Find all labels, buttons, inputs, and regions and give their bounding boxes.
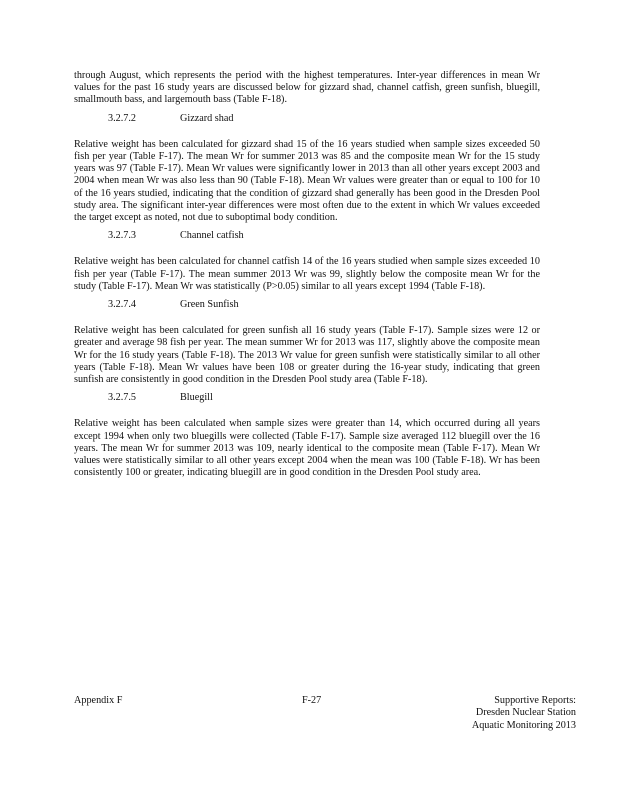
section-title: Channel catfish (180, 230, 244, 242)
footer-report-line1: Supportive Reports: (494, 695, 576, 706)
footer-report-info (472, 695, 576, 732)
footer-report-line2: Dresden Nuclear Station (475, 707, 576, 719)
section-number: 3.2.7.4 (108, 299, 137, 311)
section-number: 3.2.7.3 (108, 230, 137, 242)
section-heading-channel-catfish (74, 230, 540, 242)
footer-page-number: F-27 (302, 695, 322, 706)
footer-report-line3: Aquatic Monitoring 2013 (471, 719, 576, 731)
section-heading-bluegill (74, 392, 540, 404)
section-title: Bluegill (180, 392, 213, 404)
section-body-bluegill: Relative weight has been calculated when sample sizes were greater than 14, which occurred during all years except 1994 when only two bluegills were collected (Table F-17). Sample size averaged 112 bluegill over the 16 years. The mean Wr for summer 2013 was 109, nearly identical to the composite mean (Table F-17). Mean Wr values were statistically similar to all other years except 2004 when the mean was 100 (Table F-18). Wr has been consistently 100 or greater, indicating bluegill are in good condition in the Dresden Pool study area. (74, 418, 540, 479)
intro-paragraph: through August, which represents the period with the highest temperatures. Inter-year differences in mean Wr values for the past 16 study years are discussed below for gizzard shad, channel catfish, green sunfish, bluegill, smallmouth bass, and largemouth bass (Table F-18). (74, 70, 540, 106)
section-number: 3.2.7.2 (108, 112, 137, 124)
footer-appendix: Appendix F (74, 695, 123, 706)
document-body (74, 70, 540, 479)
section-body-channel-catfish: Relative weight has been calculated for channel catfish 14 of the 16 years studied when sample sizes exceeded 10 fish per year (Table F-17). The mean summer 2013 Wr was 99, slightly below the composite mean Wr for the study (Table F-17). Mean Wr was statistically (P>0.05) similar to all years except 1994 (Table F-18). (74, 256, 540, 292)
section-heading-green-sunfish (74, 299, 540, 311)
section-title: Green Sunfish (180, 299, 239, 311)
section-title: Gizzard shad (180, 112, 234, 124)
section-number: 3.2.7.5 (108, 392, 137, 404)
section-body-green-sunfish: Relative weight has been calculated for green sunfish all 16 study years (Table F-17). Sample sizes were 12 or greater and average 98 fish per year. The mean summer Wr for 2013 was 117, slightly above the composite mean Wr for the 16 study years (Table F-18). The 2013 Wr value for green sunfish were statistically similar to all other years (Table F-18). Mean Wr values have been 108 or greater during the 16-year study, indicating that green sunfish are consistently in good condition in the Dresden Pool study area (Table F-18). (74, 325, 540, 386)
section-heading-gizzard-shad (74, 113, 540, 125)
section-body-gizzard-shad: Relative weight has been calculated for gizzard shad 15 of the 16 years studied when sample sizes exceeded 50 fish per year (Table F-17). The mean Wr for summer 2013 was 85 and the composite mean Wr for the 15 study years was 97 (Table F-17). Mean Wr values were significantly lower in 2013 than all other years except 2003 and 2004 when mean Wr was also less than 90 (Table F-18). Mean Wr values were greater than or equal to 100 for 10 of the 16 years studied, indicating that the condition of gizzard shad generally has been good in the Dresden Pool study area. The significant inter-year differences were most often due to the extent in which Wr values exceeded the target except as noted, not due to suboptimal body condition. (74, 138, 540, 224)
